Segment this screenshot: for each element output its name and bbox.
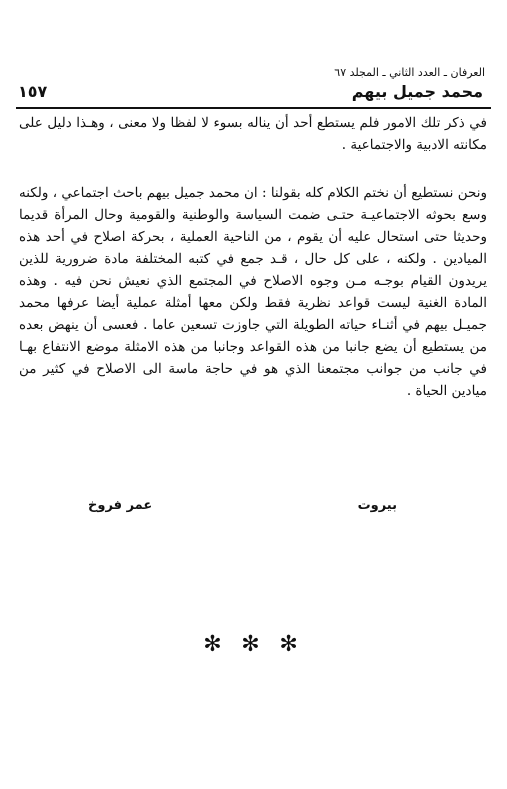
signoff-author: عمر فروخ [88,498,153,513]
article-title: محمد جميل بيهم [351,82,483,101]
signoff [40,498,467,522]
page-header [18,82,483,104]
paragraph-2: ونحن نستطيع أن نختم الكلام كله بقولنا : ان محمد جميل بيهم باحث اجتماعي ، ولكنه وسع بحوثه الاجتماعيـة حتـى ضمت السياسة والوطنية والقومية وحال المرأة قديما وحديثا حتى استحال عليه أن يقوم ، من الناحية العملية ، بحركة اصلاح في أحد هذه الميادين . ولكنه ، على كل حال ، قـد جمع في كتبه المختلفة مادة ضرورية للذين يريدون القيام بوجـه مـن وجوه الاصلاح في المجتمع الذي نعيش نحن فيه . وهذه المادة الغنية ليست قواعد نظرية فقط ولكن معها أمثلة عملية أيضا عرفها محمد جميـل بيهم في أثنـاء حياته الطويلة التي جاوزت تسعين عاما . فعسى أن ينهض بعده من يستطيع أن يضع جانبا من هذه القواعد وجانبا من هذه الامثلة موضع الانتفاع بهـا في جانب من جوانب مجتمعنا الذي هو في حاجة ماسة الى الاصلاح في كثير من ميادين الحياة . [19,185,487,399]
running-head: العرفان ـ العدد الثاني ـ المجلد ٦٧ [334,66,485,79]
signoff-place: بيروت [357,498,397,513]
page-number: ١٥٧ [18,82,48,101]
section-ornament: ✻ ✻ ✻ [203,632,304,657]
header-rule [16,107,491,109]
article-body [19,112,487,402]
paragraph-1: في ذكر تلك الامور فلم يستطع أحد أن يناله بسوء لا لفظا ولا معنى ، وهـذا دليل على مكانته الادبية والاجتماعية . [19,115,487,153]
